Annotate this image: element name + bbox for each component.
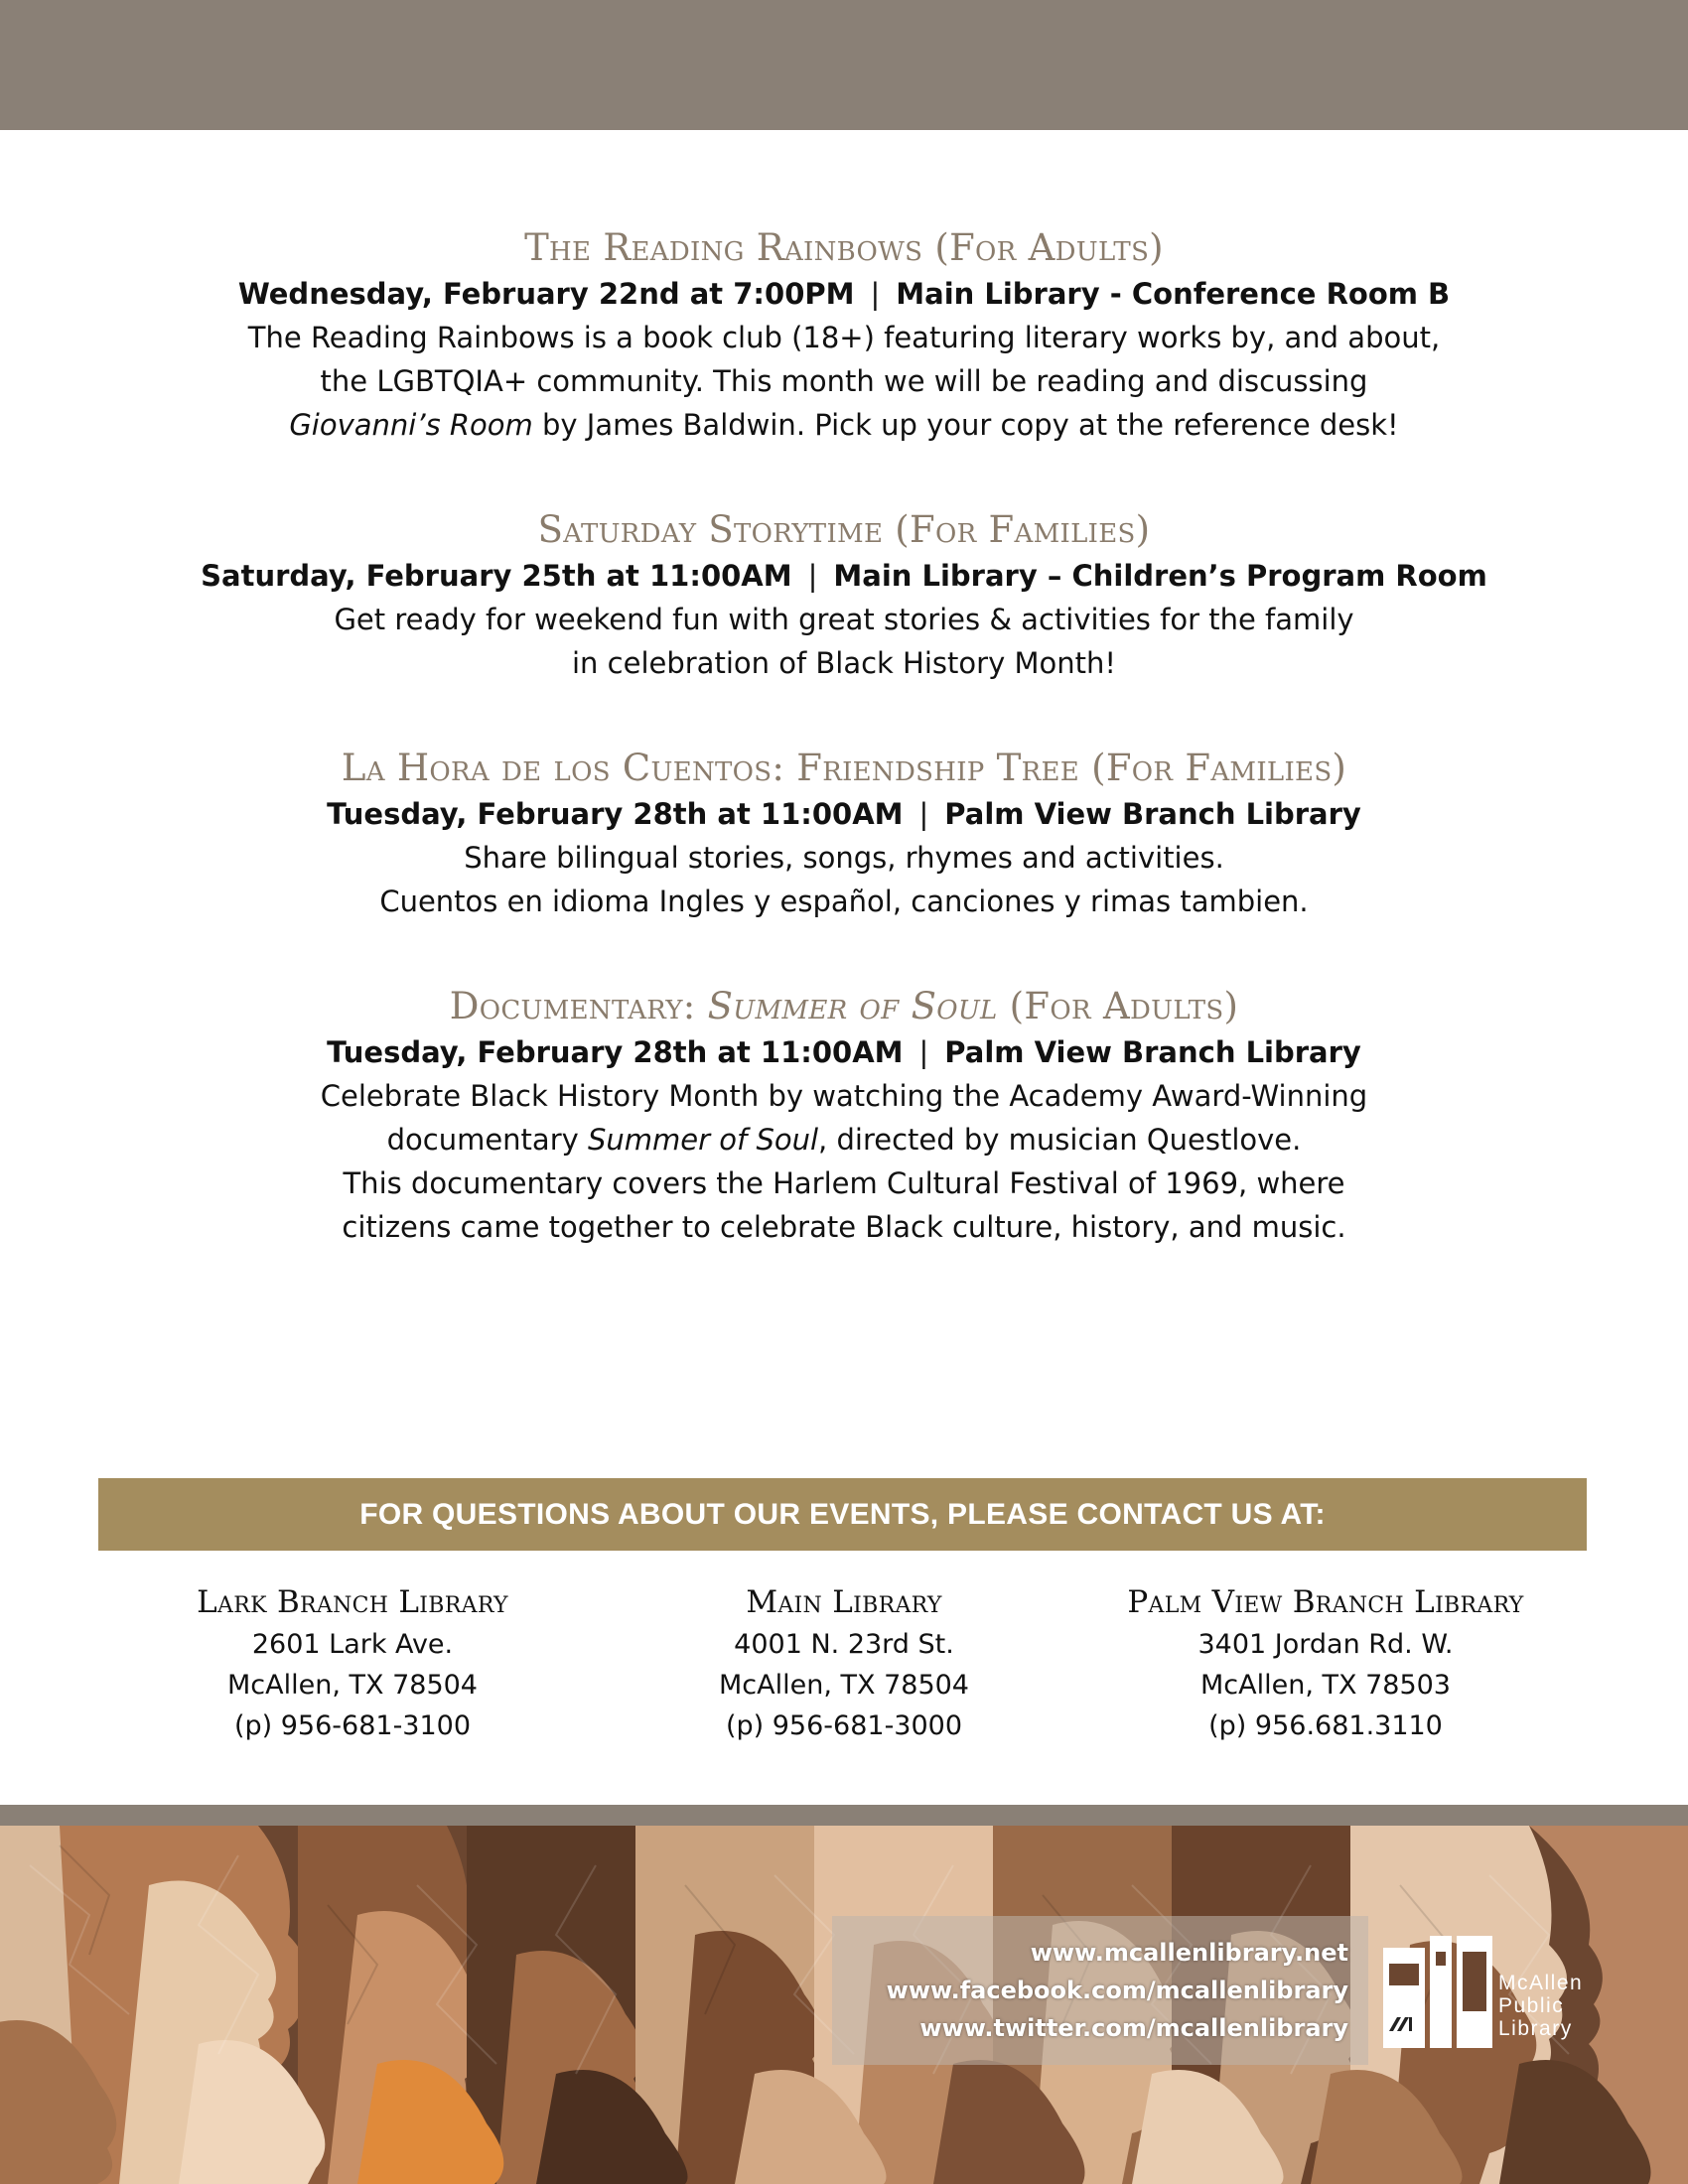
event-description	[0, 316, 1688, 447]
branch-name: Lark Branch Library	[197, 1584, 508, 1620]
description-line	[0, 1118, 1688, 1161]
twitter-link[interactable]: www.twitter.com/mcallenlibrary	[919, 2014, 1348, 2042]
top-band	[0, 0, 1688, 130]
description-line: Share bilingual stories, songs, rhymes and activities.	[464, 841, 1224, 875]
branch-phone: (p) 956.681.3110	[1208, 1710, 1443, 1741]
event-title: Saturday Storytime (For Families)	[537, 508, 1151, 551]
book-title: Giovanni’s Room	[289, 408, 533, 442]
branch-address: 4001 N. 23rd St.	[734, 1629, 954, 1660]
bottom-band	[0, 1805, 1688, 1826]
description-line: This documentary covers the Harlem Cultural Festival of 1969, where	[343, 1166, 1345, 1200]
logo-text-line: McAllen	[1498, 1972, 1584, 1994]
logo-text-line: Library	[1498, 2017, 1573, 2040]
branch-phone: (p) 956-681-3100	[233, 1710, 472, 1741]
branch-city: McAllen, TX 78503	[1200, 1670, 1451, 1701]
branch-name: Main Library	[746, 1584, 942, 1620]
event-where: Palm View Branch Library	[944, 1035, 1361, 1069]
event-meta	[0, 554, 1688, 598]
separator: |	[918, 797, 929, 831]
separator: |	[807, 559, 818, 593]
event-when: Wednesday, February 22nd at 7:00PM	[237, 277, 855, 311]
description-line: Cuentos en idioma Ingles y español, canciones y rimas tambien.	[379, 885, 1309, 918]
event-where: Main Library - Conference Room B	[896, 277, 1451, 311]
line-suffix: , directed by musician Questlove.	[818, 1123, 1302, 1157]
event-when: Tuesday, February 28th at 11:00AM	[327, 1035, 904, 1069]
description-line: Celebrate Black History Month by watching the Academy Award-Winning	[320, 1079, 1368, 1113]
description-tail: by James Baldwin. Pick up your copy at the reference desk!	[532, 408, 1399, 442]
branch-contacts	[0, 1580, 1688, 1749]
contact-banner: FOR QUESTIONS ABOUT OUR EVENTS, PLEASE CONTACT US AT:	[98, 1478, 1587, 1551]
event-documentary-summer-of-soul	[0, 985, 1688, 1249]
branch-address: 3401 Jordan Rd. W.	[1197, 1629, 1454, 1660]
event-description	[0, 836, 1688, 923]
branch-phone: (p) 956-681-3000	[725, 1710, 963, 1741]
line-prefix: documentary	[386, 1123, 589, 1157]
event-title: The Reading Rainbows (For Adults)	[524, 226, 1164, 269]
branch-palm-view	[1092, 1580, 1559, 1746]
title-prefix: Documentary:	[449, 985, 708, 1027]
branch-city: McAllen, TX 78504	[719, 1670, 969, 1701]
event-title: La Hora de los Cuentos: Friendship Tree (For Families)	[341, 747, 1347, 789]
description-line: citizens came together to celebrate Black culture, history, and music.	[342, 1210, 1346, 1244]
branch-lark	[139, 1580, 566, 1746]
description-line: Get ready for weekend fun with great stories & activities for the family	[334, 603, 1354, 636]
event-meta	[0, 792, 1688, 836]
event-hora-de-los-cuentos	[0, 747, 1688, 923]
logo-wordmark	[1498, 1972, 1598, 2040]
mcallen-library-logo-icon	[1383, 1936, 1492, 2048]
logo-text-line: Public	[1498, 1994, 1565, 2017]
event-saturday-storytime	[0, 508, 1688, 685]
event-description	[0, 598, 1688, 685]
event-reading-rainbows	[0, 226, 1688, 447]
separator: |	[918, 1035, 929, 1069]
description-line: The Reading Rainbows is a book club (18+) featuring literary works by, and about,	[247, 321, 1441, 354]
branch-name: Palm View Branch Library	[1127, 1584, 1524, 1620]
event-title	[0, 985, 1688, 1028]
event-where: Main Library – Children’s Program Room	[833, 559, 1487, 593]
title-film: Summer of Soul	[707, 985, 998, 1027]
events-list	[0, 226, 1688, 1249]
description-line: the LGBTQIA+ community. This month we will be reading and discussing	[320, 364, 1368, 398]
separator: |	[870, 277, 881, 311]
event-description	[0, 1074, 1688, 1249]
title-suffix: (For Adults)	[997, 985, 1239, 1027]
film-title: Summer of Soul	[588, 1123, 819, 1157]
event-when: Tuesday, February 28th at 11:00AM	[327, 797, 904, 831]
facebook-link[interactable]: www.facebook.com/mcallenlibrary	[886, 1977, 1348, 2004]
branch-address: 2601 Lark Ave.	[251, 1629, 454, 1660]
branch-main	[635, 1580, 1053, 1746]
branch-city: McAllen, TX 78504	[227, 1670, 478, 1701]
web-links	[887, 1934, 1348, 2047]
event-when: Saturday, February 25th at 11:00AM	[201, 559, 792, 593]
event-meta	[0, 272, 1688, 316]
website-link[interactable]: www.mcallenlibrary.net	[1030, 1939, 1348, 1967]
event-meta	[0, 1030, 1688, 1074]
links-panel	[832, 1916, 1368, 2065]
description-line: in celebration of Black History Month!	[572, 646, 1116, 680]
event-where: Palm View Branch Library	[944, 797, 1361, 831]
description-line	[0, 403, 1688, 447]
